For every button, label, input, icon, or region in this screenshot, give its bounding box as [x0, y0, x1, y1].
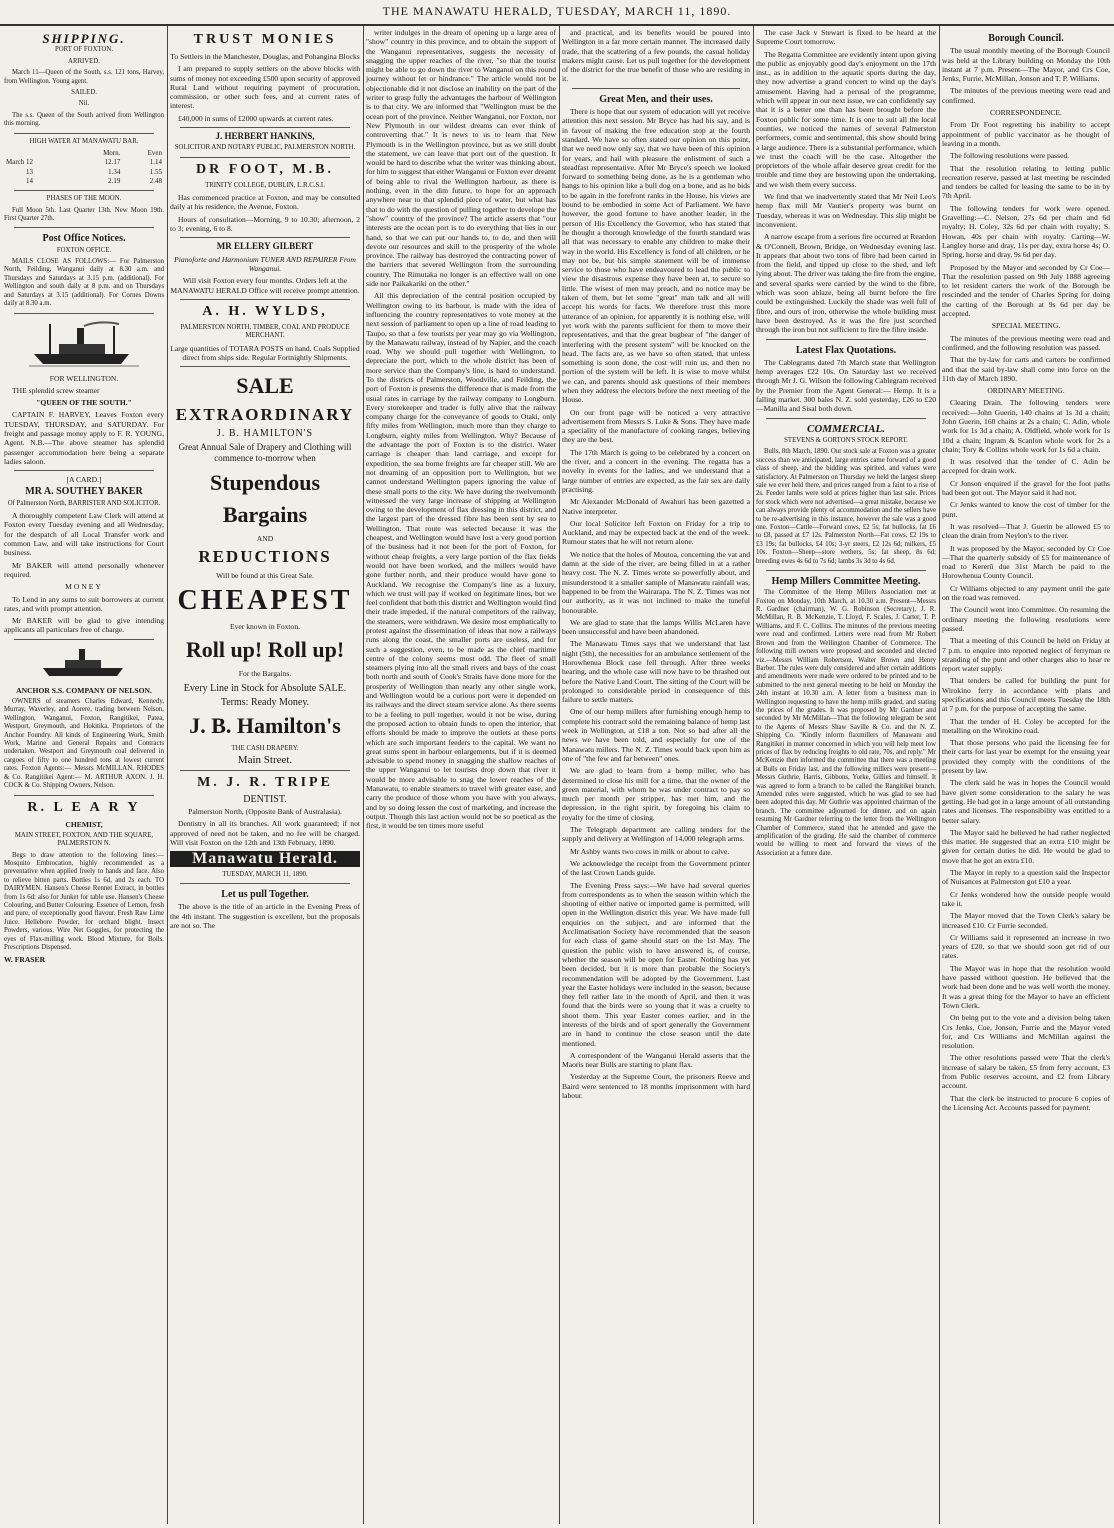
terms-text: Terms: Ready Money.	[220, 696, 310, 708]
divider	[180, 770, 350, 771]
tide-cell: 2.48	[149, 176, 162, 185]
column-rule	[753, 26, 754, 1524]
leary-text: Begs to draw attention to the following lines:— Mosquito Embrocation, highly recommended as a preventative when applied freely to hands and face. Also to relieve bitten parts. Bottles 1s 6d, and 2s each. TO DAIRYMEN. Hansen's Cheese Rennet Extract, in bottles from 1s 6d: also for Junket for table use. Hansen's Cheese Colouring, and Butter Colouring. Essence of Lemon, fresh and pure, of exceptionally good flavour. Fresh Raw Lime Juice. Hellebore Powder, for orchard blight. Insect Powders, various. Wire Net Goggles, for protecting the eyes of Flax-milling work. Blood Mixture, for Boils. Prescriptions Dispensed.	[4, 851, 164, 952]
divider	[180, 157, 350, 158]
news-item: We are glad to state that the lamps Willis McLaren have been unsuccessful and have been abandoned.	[562, 617, 750, 637]
hamilton-sale-name: J. B. HAMILTON'S	[216, 428, 314, 440]
council-paragraph: It was resolved—That J. Guerin be allowed £5 to clean the drain from Neylon's to the river.	[942, 521, 1110, 541]
column-rule	[939, 26, 940, 1524]
trust-text-2: £40,000 in sums of £2000 upwards at current rates.	[178, 113, 334, 123]
news-item: One of our hemp millers after furnishing enough hemp to complete his contract sold the remaining balance of hemp last week in Wellington, at £18 a ton. Not so bad after all the news we have been told, and especially for one of the Manawatu millers. The N. Z. Times would back upon him as one of "the few and far between" ones.	[562, 707, 750, 763]
for-wellington: FOR WELLINGTON.	[49, 373, 119, 383]
divider	[766, 570, 926, 571]
tide-title: HIGH WATER AT MANAWATU BAR.	[29, 137, 139, 145]
council-paragraph: The clerk said he was in hopes the Council would have given some consideration to the salary he was getting. He had got in a large amount of all outstanding rates and licenses. The responsibility was entitled to a better salary.	[942, 778, 1110, 825]
council-paragraph: The other resolutions passed were That the clerk's increase of salary be taken, £5 from ferry account, £3 from Public reserves account, and £2 from Library account.	[942, 1053, 1110, 1091]
money-text-2: Mr BAKER will be glad to give intending applicants all particulars free of charge.	[4, 616, 164, 635]
news-item: We find that we inadvertently stated that Mr Neil Leo's hemp flax mill Mr Vautier's property was burnt on Tuesday, whereas it was on Wednesday. This slip might be inconvenient.	[756, 192, 936, 229]
moon-title: PHASES OF THE MOON.	[46, 195, 122, 203]
column-rule	[167, 26, 168, 1524]
tide-header-row	[4, 149, 164, 158]
tide-cell: 12.17	[104, 158, 121, 167]
council-paragraph: The Mayor moved that the Town Clerk's salary be increased £10. Cr Furrie seconded.	[942, 911, 1110, 930]
council-paragraph: Clearing Drain. The following tenders were received:—John Guerin, 140 chains at 1s 3d a chain; John Guerin, 160 chains at 2s a chain; C. Adin, whole work for 1s 3d a chain; A. Oldfield, whole work for 1s 10d a chain; Ingram & Scanlon whole work for 2s a chain; Tory & Collins whole work for 1s 6d a chain.	[942, 398, 1110, 454]
gilbert-text: Will visit Foxton every four months. Orders left at the MANAWATU HERALD Office will receive prompt attention.	[170, 276, 360, 295]
foot-name: DR FOOT, M.B.	[196, 161, 334, 177]
commercial-title: COMMERCIAL.	[807, 422, 885, 435]
herald-date: TUESDAY, MARCH 11, 1890.	[222, 870, 308, 878]
divider	[180, 366, 350, 367]
hemp-millers-text: The Committee of the Hemp Millers Association met at Foxton on Monday, 10th March, at 10.30 a.m. Present—Messrs R. Gardner (chairman), W. G. Robinson (Secretary), J. R. McMillan, R. B. McKenzie, T. Lloyd, F. Scales, J. Carter, T. P. Williams, and F. C. Collins. The minutes of the previous meeting were read and confirmed. Letters were read from Mr Robert Brown and from the Wellington Chamber of Commerce. The following mill owners were proposed and seconded and elected viz.—Messrs William Robertson, Walter Brown and Henry Barber. The rules were duly considered and after certain additions and amendments were made were ordered to be printed and to be submitted to the next general meeting to be held on Monday the 24th instant at 10.30 a.m. A letter from a business man in Wellington requesting to have the hemp mills graded, and stating the prices of the grades. It was proposed by Mr Gardner and seconded by Mr McMillan—That the following telegram be sent to the Agents of Messrs Shaw Saville & Co. and the N. Z. Shipping Co. "Kindly inform flaxmillers of Manawatu and Rangitikei in manner concerned in which you will help meet low prices of flax by reducing freights to old rate, 70s, and reply." Mr McKenzie then informed the committee that there was a meeting at Bulls on Friday last, and the following millers were present—Messrs Guthrie, Harris, Gibbons, Yorke, Gillies and himself. It was agreed to form a branch to be called the Rangitikei branch. Amended rules were suggested, which he was glad to see had been adopted this day. Mr Guthrie was appointed chairman of the branch. The committee adjourned for dinner, and on again resuming Mr Gardner referring to the letter from the Wellington Chamber of Commerce, stated that he attended and gave the amplification of the grading. He said the chamber of commerce would be willing to meet and forward the views of the Association at a future date.	[756, 589, 936, 857]
ordinary-meeting-heading: ORDINARY MEETING.	[987, 386, 1065, 396]
for-bargains-text: For the Bargains.	[238, 669, 292, 679]
divider	[766, 418, 926, 419]
tripe-sub: DENTIST.	[243, 793, 287, 805]
council-paragraph: The minutes of the previous meeting were read and confirmed.	[942, 86, 1110, 105]
wylds-sub: PALMERSTON NORTH, TIMBER, COAL AND PRODUCE MERCHANT.	[180, 323, 350, 340]
stupendous-heading: Stupendous	[209, 469, 321, 495]
tide-header-cell: Even	[147, 148, 162, 157]
tide-cell: 2.19	[108, 176, 121, 185]
tide-row	[4, 158, 164, 167]
column-4	[562, 28, 750, 1524]
council-paragraph: It was proposed by the Mayor, seconded by Cr Coe—That the quarterly subsidy of £5 for maintenance of road to Kererū due 31st March be paid to the Horowhenua County Council.	[942, 543, 1110, 581]
tide-row	[4, 168, 164, 177]
council-paragraph: The Mayor in reply to a question said the Inspector of Nuisances at Palmerston got £10 a year.	[942, 868, 1110, 887]
divider	[14, 313, 154, 314]
council-paragraph: That tenders be called for building the punt for Wirokino ferry in accordance with plans and specifications and this Council meets Tuesday the 18th at 7 p.m. for the purpose of accepting the same.	[942, 676, 1110, 714]
column-2	[170, 28, 360, 1524]
council-paragraph: The minutes of the previous meeting were read and confirmed, and the following resolution was passed.	[942, 333, 1110, 352]
tripe-name: M. J. R. TRIPE	[197, 774, 333, 790]
anchor-text: OWNERS of steamers Charles Edward, Kennedy, Murray, Waverley, and Aorere, trading between Nelson, Wellington, Wanganui, Foxton, Rangitikei, Patea, Westport, Greymouth, and Hokitika. Proprietors of the Anchor Foundry. All kinds of Engineering Work, Smith Work, Marine and General Repairs and Contracts undertaken. Westport and Greymouth coal delivered in cargoes of fifty to one hundred tons at lowest current rates. Foxton Agents:— Messrs McMILLAN, RHODES & Co. Rangitikei Agent:— M. ARTHUR AXON. J. H. COCK & Co. Shipping Owners, Nelson.	[4, 698, 164, 790]
council-paragraph: Proposed by the Mayor and seconded by Cr Coe—That the resolution passed on 9th July 1888 agreeing to let resident carters the work of the Borough be rescinded and the tender of Charles Spring for doing the carting of the Borough at 9s 6d per day be accepted.	[942, 262, 1110, 319]
council-paragraph: The Mayor said he believed he had rather neglected this matter. He suggested that an extra £10 might be given for certain duties he did. He would be glad to move that he got an extra £10.	[942, 827, 1110, 865]
council-paragraph: The following resolutions were passed.	[950, 151, 1070, 161]
arrived-heading: ARRIVED.	[68, 57, 100, 65]
council-paragraph: It was resolved that the tender of C. Adin be accepted for drain work.	[942, 457, 1110, 476]
council-paragraph: On being put to the vote and a division being taken Crs Jenks, Coe, Jonson, Furrie and the Mayor voted for, and Crs Williams and McMillan against the resolution.	[942, 1013, 1110, 1051]
correspondence-heading: CORRESPONDENCE.	[990, 108, 1062, 118]
cash-drapery-text: THE CASH DRAPERY.	[231, 745, 299, 753]
news-item: We notice that the holes of Moutoa, concerning the vat and damn at the side of the river, are being filled in at a rather heavy cost. The N. Z. Times wrote so powerfully about, and misunderstood it a smaller sample of Manawatu rainfall was, happened to be from the Wairarapa. The N. Z. Times was not our authority, as it was not inclined to make the tuneful honourable.	[562, 549, 750, 615]
column-1	[4, 28, 164, 1524]
tide-row	[4, 177, 164, 186]
leader-text: The above is the title of an article in the Evening Press of the 4th instant. The suggestion is excellent, but the proposals are not so. The	[170, 902, 360, 930]
trust-text: I am prepared to supply settlers on the above blocks with sums of money not exceeding £500 upon security of approved Rural Land without requiring payment of procuration, commission, or other such fees, and at current rates of interest.	[170, 64, 360, 111]
divider	[180, 883, 350, 884]
card-label: [A CARD.]	[66, 475, 102, 485]
news-item: The Regatta Committee are evidently intent upon giving the public as enjoyably good day's enjoyment on the 17th inst., as in addition to the aquatic sports during the day, they now advertise a grand concert to wind up the day's amusement. Having had a perusal of the programme, which will appear in our next issue, we can confidently say that it is a better one than has been brought before the Foxton public for some time. It is one to suit all the local counties, we noticed the names of several Palmerston performers, comic and sentimental, this show should bring a large audience. There is a substantial performance, which we trust the coach will be the case. Altogether the proprietors of the whole affair deserve great credit for the trouble and time they are bestowing upon the undertaking, and we wish them every success.	[756, 49, 936, 189]
steamer-icon	[29, 320, 139, 368]
column-6	[942, 28, 1110, 1524]
article-paragraph: and practical, and its benefits would be poured into Wellington in a far more certain manner. The increased daily trade, that the scattering of a few pounds, the casual holiday makers might cause. Let us pull together for the development of the district for the true benefit of those who are residing in it.	[562, 28, 750, 84]
divider	[14, 470, 154, 471]
council-paragraph: Cr Jenks wanted to know the cost of timber for the punt.	[942, 500, 1110, 519]
divider	[572, 88, 740, 89]
council-paragraph: The usual monthly meeting of the Borough Council was held at the Library building on Monday the 10th instant at 7 p.m. Present—The Mayor, and Crs Coe, Jenks, Furrie, McMillan, Jonson and T. P. Williams.	[942, 46, 1110, 84]
divider	[14, 227, 154, 228]
foot-hours: Hours of consultation—Morning, 9 to 10.30; afternoon, 2 to 3; evening, 6 to 8.	[170, 214, 360, 234]
news-item: The Telegraph department are calling tenders for the supply and delivery at Wellington of 14,000 telegraph arms.	[562, 825, 750, 844]
great-men-title: Great Men, and their uses.	[599, 93, 713, 105]
anchor-ship-icon	[39, 646, 129, 680]
cheapest-heading: CHEAPEST	[177, 585, 353, 617]
expected-text: The s.s. Queen of the South arrived from Wellington this morning.	[4, 111, 164, 128]
news-item: The 17th March is going to be celebrated by a concert on the river, and a concert in the evening. The regatta has a novelty in events for the ladies, and we understand that a large number of entries are expected, as the fair sex are daily practising.	[562, 447, 750, 494]
column-5	[756, 28, 936, 1524]
hankins-name: J. HERBERT HANKINS,	[215, 131, 315, 142]
will-be-found-text: Will be found at this Great Sale.	[216, 570, 314, 580]
hemp-millers-title: Hemp Millers Committee Meeting.	[771, 575, 921, 587]
article-paragraph: All this depreciation of the central position occupied by Wellington owing to its harbour, is made with the idea of influencing the country representatives to vote money at the next session of parliament to open up a line of road leading to Taupo, so that a few tourists per year may go via Wellington, by the Manawatu railway, instead of by Napier, and the coach road. Why we should pull together with Wellington, to depreciate the port, which to the whole district has been of more service than the Company's line, is hard to understand. To the districts of Palmerston, Woodville, and Feilding, the port of Foxton is presents the difference that is made from the usual rates in carriage by the railway company to Longburn. Every storekeeper and trader is fully alive that the railway company charge for the conveyance of goods to Otaki, only fifty miles from Wellington, much more than they charge to Longburn, eighty miles from Wellington. Why? Because of the advantage the port of Foxton is to the district. Water carriage is cheaper than land carriage, and except for expedition, the sea borne freights are far cheaper still. We are not dreaming of an opposition port to Wellington, but we cannot understand Wellington papers ignoring the value of these small ports to the city. We have during the twelvemonth witnessed the very large increase of shipping at Wellington owing to the development of flax dressing in this district, and the largest part of the dressed fibre has been sent by sea to Wellington. That route was selected because it was the cheapest, and Wellington would have lost a very good portion of the business had it not been for the port of Foxton, for without cheap freights, a very large portion of the flax fields would not have been worked, and the millers would have gone further north, and their produce would have gone to Auckland. We recognise the Company's line as a luxury, which we trust will pay if worked on legitimate lines, but we feel confident that both this district and Wellington would find their trade impeded, if the natural competitors of the railway, the steamers, were withdrawn. We desire most emphatically to protest against the dissemination of ideas that now a railways runs along the coast, the smaller ports are useless, and for such a suggestion, even, to be made as the chief maritime centre of the colony seems most odd. The fleet of small steamers plying into all the small rivers and bays of the coast both north and south of Cook's Straits have done more for the prosperity of Wellington than nearly any other single work, and Wellington would be a curious port were it depended on its railways and the direct steam service alone. As there seems to be a feeling to pull together, would it not be wise, during the proposed action to obtain funds to open the interior, that efforts should be made to improve the outlets at these ports which are such important feeders to the capital. We want no great sums spent in harbour enlargements, but if it is deemed advisable to spend money in snagging the shallow reaches of the upper Wanganui to let tourists drop down that river it would be more advisable to snag the lower reaches of the Manawatu, to enable steamers to travel with greater ease, and carry the produce of those whom you have with you always, and by so doing lessen the cost of marketing, and increase the output. Though this last action would not be so poetical as the first, it would be ten times more useful	[366, 291, 556, 831]
wylds-text: Large quantities of TOTARA POSTS on hand. Coals Supplied direct from ships side. Regular Fortnightly Shipments.	[170, 343, 360, 362]
news-item: We are glad to learn from a hemp miller, who has determined to close his mill for a time, that the owner of the green material, with whom he was under contract to pay so much per month per stripper, has met him, and the depression, in the right spirit, by foregoing his claim to royalty for the time of closing.	[562, 766, 750, 822]
council-paragraph: That those persons who paid the licensing fee for their carts for last year be exempt for the ensuing year provided they comply with the conditions of the present by law.	[942, 738, 1110, 776]
herald-title: Manawatu Herald.	[170, 851, 360, 866]
trust-sub: To Settlers in the Manchester, Douglas, and Pohangina Blocks	[170, 52, 360, 61]
port-heading: PORT OF FOXTON.	[54, 46, 114, 54]
money-text: To Lend in any sums to suit borrowers at current rates, and with prompt attention.	[4, 594, 164, 613]
baker-text: A thoroughly competent Law Clerk will attend at Foxton every Tuesday evening and all Wednesday, for the despatch of all Local Transfer work and common Law, and will take instructions for Court business.	[4, 511, 164, 558]
council-paragraph: Cr Jonson enquired if the gravel for the foot paths had been got out. The Mayor said it had not.	[942, 478, 1110, 498]
sale-heading: SALE	[236, 373, 294, 399]
gilbert-name: MR ELLERY GILBERT	[216, 241, 314, 252]
leary-address: MAIN STREET, FOXTON, AND THE SQUARE, PALMERSTON N.	[14, 831, 154, 848]
divider	[180, 237, 350, 238]
post-office-title: Post Office Notices.	[42, 233, 126, 245]
news-item: A correspondent of the Wanganui Herald asserts that the Maoris near Bulls are starting to plant flax.	[562, 1050, 750, 1070]
hankins-sub: SOLICITOR AND NOTARY PUBLIC, PALMERSTON NORTH.	[174, 144, 356, 152]
council-paragraph: Cr Jenks wondered how the outside people would take it.	[942, 889, 1110, 908]
baker-sub: Of Palmerston North, BARRISTER AND SOLICITOR.	[7, 499, 161, 507]
article-paragraph: There is hope that our system of education will yet receive attention this next session. Mr Bryce has had his say, and is in favour of making the free education stop at the fourth standard. We have so often stated our opinion on this point, that we need now only say, that we have been of this opinion for years, and hail with pleasure the enlistment of such a steadfast representative. After Mr Bryce's speech we looked forward to something being done, as he is a gentleman who hangs to his opinion like a bull dog on a bone, and as he bids to be again in the forefront ranks in the House, his views are bound to be embodied in some Act of Parliament. We have however, the good fortune to have another leader, in the person of His Excellency the Governor, who has stated that he thought a thorough knowledge of the fourth standard was all that was necessary to enable any children to make their way in the world. His Excellency is fond of all children, or he may not be, but his simple statement will be of immense service to those who have endeavoured to lead the public to view the disastrous expense they have been at, to secure so little. The wisest of men may preach, and no notice may be taken of them, but let some "great" man talk and all will accept his words for facts. We therefore trust this more utterance of an opinion, for apparently it is nothing else, will yet work with the parents sufficient for them to move their representatives, and that the great bugbear of "the danger of interfering with the present system" will be knocked on the head. The facts are, as we have so often stated, that unless something is soon done, the cost will ruin us, and then no portion of the system will be left. It is wise to move whilst we can, and parents should ask questions of their members when they address the electors before the next meeting of the House.	[562, 107, 750, 405]
flax-quotations-text: The Cablegrams dated 7th March state that Wellington hemp averages £22 10s. On Saturday last we received through Mr J. G. Wilson the following Cablegram received by the Premier from the Agent General:— Hemp. It is a falling market. 300 bales N. Z. sold yesterday, £26 to £20—Manilla and Sisal both down.	[756, 357, 936, 414]
borough-council-title: Borough Council.	[988, 33, 1064, 44]
leader-title: Let us pull Together.	[221, 888, 309, 900]
council-paragraph: The Council went into Committee. On resuming the ordinary meeting the following resolutions were passed.	[942, 605, 1110, 633]
bargains-heading: Bargains	[222, 501, 308, 527]
divider	[766, 339, 926, 340]
masthead: THE MANAWATU HERALD, TUESDAY, MARCH 11, 1890.	[0, 0, 1114, 26]
tide-cell: 1.55	[149, 167, 162, 176]
divider	[180, 299, 350, 300]
special-meeting-heading: SPECIAL MEETING.	[991, 321, 1061, 331]
flax-quotations-title: Latest Flax Quotations.	[795, 344, 897, 356]
steamer-name: "QUEEN OF THE SOUTH."	[36, 398, 132, 408]
column-rule	[559, 26, 560, 1524]
column-3	[366, 28, 556, 1524]
tide-table	[4, 149, 164, 186]
news-item: Mr Ashby wants two cows in milk or about to calve.	[570, 846, 730, 856]
sailed-text: Nil.	[78, 100, 90, 108]
news-item: Yesterday at the Supreme Court, the prisoners Reeve and Baird were sentenced to 18 months imprisonment with hard labour.	[562, 1072, 750, 1101]
tide-cell: 1.14	[149, 158, 162, 167]
divider	[14, 639, 154, 640]
news-item: On our front page will be noticed a very attractive advertisement from Messrs S. Luke & Sons. They have made a speciality of the manufacture of cooking ranges, believing they are the best.	[562, 407, 750, 445]
foot-sub: TRINITY COLLEGE, DUBLIN, L.R.C.S.I.	[205, 181, 325, 189]
ever-known-text: Ever known in Foxton.	[229, 622, 301, 632]
council-paragraph: That the clerk be instructed to procure 6 copies of the Licensing Act. Accounts passed for payment.	[942, 1093, 1110, 1112]
extraordinary-heading: EXTRAORDINARY	[175, 405, 355, 425]
council-paragraph: Cr Williams objected to any payment until the gate on the road was removed.	[942, 583, 1110, 603]
shipping-title: SHIPPING.	[42, 31, 126, 46]
tripe-address: Palmerston North, (Opposite Bank of Australasia).	[188, 807, 342, 817]
reductions-heading: REDUCTIONS	[198, 546, 332, 566]
every-line-text: Every Line in Stock for Absolute SALE.	[183, 682, 347, 694]
tide-header-cell	[4, 149, 74, 158]
money-title: MONEY	[65, 582, 103, 592]
news-item: A narrow escape from a serious fire occurred at Reardon & O'Connell, Brown, Bridge, on Wednesday evening last. It appears that about two tons of fibre had been carted in from the field, and tipped up close to the shed, and left lying about. The driver was taking the fire from the engine, and several sparks were carried by the wind to the fibre, which was soon ablaze, being all burnt before the fire could be extinguished. Luckily the shade was well full of fibre, and ours of iron, otherwise the whole building must have been destroyed. As it was the fire just scorched through the iron but not sufficient to fire the fibre inside.	[756, 232, 936, 335]
news-item: The Manawatu Times says that we understand that last night (5th), the necessities for an ambulance settlement of the Horowhenua Block case fell through. After three weeks hearing, and the whole case will now have to be thrashed out before the Native Land Court. The sitting of the Court will be prolonged to considerable period in consequence of this failure to settle matters.	[562, 639, 750, 705]
tide-cell: 1.34	[108, 167, 121, 176]
council-paragraph: That the tender of H. Coley be accepted for the metalling on the Wirokino road.	[942, 716, 1110, 735]
arrived-text: March 11—Queen of the South, s.s. 121 tons, Harvey, from Wellington. Young agent.	[4, 69, 164, 85]
tide-header-cell: Morn.	[103, 148, 121, 157]
roll-up-heading: Roll up! Roll up!	[185, 637, 345, 663]
and-text: AND	[256, 533, 274, 543]
trust-title: TRUST MONIES	[193, 32, 337, 47]
wylds-name: A. H. WYLDS,	[202, 303, 328, 319]
stock-report-text: Bulls, 8th March, 1890. Our stock sale at Foxton was a greater success than we anticipated, large entries came forward of a good class of sheep, and the bidding was spirited, and values were satisfactory. At Palmerston on Thursday we held the largest sheep sale we ever held there, and prices ranged from a faint to a rise of 2s. Feeder lambs were sold at prices higher than last sale. Prices for stock which were not advertised—a great mistake, because we can always provide plenty of accommodation and the sellers have to be re-advertising in this instance, however the sale was a good one. Foxton—Cattle—Forward cows, £2 5s; fat bullocks, fat £6 to £8, passed at £7 12s. Palmerston North—Fat cows, £2 19s to £3 19s; fat bullocks, £4 10s; 3-yr steers, £2 12s 6d; milkers, £5 10s. Foxton—Sheep—store wethers, 5s; fat sheep, 8s 6d; breeding ewes 4s 6d to 7s 6d; lambs 3s 3d to 4s 6d.	[756, 448, 936, 565]
news-item: We acknowledge the receipt from the Government printer of the last Crown Lands guide.	[562, 858, 750, 878]
fraser-name: W. FRASER	[4, 955, 46, 965]
council-paragraph: That the resolution relating to letting public recreation reserve, passed at last meeting be rescinded and tenders be called for leasing the same to be in by 7th April.	[942, 163, 1110, 201]
council-paragraph: That a meeting of this Council be held on Friday at 7 p.m. to enquire into reported neglect of ferryman re stranding of the punt and other charges also to hear re report water supply.	[942, 636, 1110, 674]
main-street-text: Main Street.	[237, 754, 293, 767]
hamilton-heading: J. B. Hamilton's	[189, 713, 341, 739]
council-paragraph: Cr Williams said it represented an increase in two years of £20, so that we should soon get rid of our rates.	[942, 932, 1110, 961]
moon-text: Full Moon 5th. Last Quarter 13th. New Moon 19th. First Quarter 27th.	[4, 206, 164, 222]
foot-text: Has commenced practice at Foxton, and may be consulted daily at his residence, the Avenue, Foxton.	[170, 193, 360, 212]
council-paragraph: From Dr Foot regretting his inability to accept appointment of public vaccinator as he thought of leaving in a month.	[942, 120, 1110, 148]
divider	[14, 190, 154, 191]
news-item: Our local Solicitor left Foxton on Friday for a trip to Auckland, and may be expected back at the end of the week. Rumour states that he will not return alone.	[562, 518, 750, 547]
tide-cell: March 12	[6, 158, 34, 167]
steamer-text: THE splendid screw steamer	[12, 385, 100, 395]
tide-cell: 13	[26, 167, 33, 176]
tide-cell: 14	[26, 176, 33, 185]
council-paragraph: That the by-law for carts and carters be confirmed and that the said by-law shall come into force on the 11th day of March 1890.	[942, 355, 1110, 383]
anchor-title: ANCHOR S.S. COMPANY OF NELSON.	[16, 685, 152, 695]
gilbert-sub: Pianoforte and Harmonium TUNER AND REPAIRER From Wanganui.	[174, 254, 356, 273]
article-paragraph: writer indulges in the dream of opening up a large area of "show" country in this province, and to obtain the support of the Wanganui representatives, suggests the necessity of snagging the upper reaches of the river, "so that the tourist might be able to go down the river to Wanganui on this round journey without let or hindrance." The article would not be objectionable did it not disclose an inability on the part of the writer to grasp fully the advantages the harbour of Wellington is to that city. We are informed that "Wellington must be the ocean port of the province. Neither Wanganui, nor Foxton, nor New Plymouth in our wildest dreams can ever think of controverting that." It is news to us to learn that New Plymouth is in the Wellington province, but as we still doubt the statement, we can leave that port out of the question. It would be hard to describe what the writer was thinking about, for him to suggest that either Wanganui or Foxton ever dreamt of being able to rival the Wellington harbour, as there is nothing, even in the dim future, to hope for an approach anywhere near to that splendid piece of water, but what has that to do with the question of pulling together to develope the "show" country of the province? The article asserts that "our interests are the ocean port is to do everything that lies in our hand, so that we can put our hands to, to do, and then will devote our resources and skill to the prosperity of the whole province. The railway has destroyed the contracting power of the barriers that severed Wellington from the surrounding country. The Rimutaka no longer is an effective wall on one side nor Paikakariki on the other."	[366, 28, 556, 289]
baker-text-2: Mr BAKER will attend personally whenever required.	[4, 560, 164, 579]
great-annual-text: Great Annual Sale of Drapery and Clothing will commence to-morrow when	[178, 441, 352, 463]
council-paragraph: The Mayor was in hope that the resolution would have passed without question. He believed that the work had been done and he was well worth the money. It was a great thing for the Mayor to have an efficient Town Clerk.	[942, 963, 1110, 1010]
news-item: The Evening Press says:—We have had several queries from correspondents as to when the season within which the shooting of either native or imported game is permitted, will open in the Wellington district this year. We have made full enquiries on the subject, and are informed that the Acclimatisation Society have recommended that the season for each class of game should start on the 1st May. The question the public wish to have answered is, of course, whether the season will be open for Easter. Nothing has yet been decided, but it is more than probable the Society's recommendation will be adopted by the Government. Last year the Easter holidays were included in the season, because they fell rather late in the month of April, and then it was found that the birds were so young that it was a cruelty to shoot them. This year Easter comes earlier, and in the interests of the birds and of sport generally the Government are in hand to continue the close season until the date mentioned.	[562, 880, 750, 1048]
divider	[14, 795, 154, 796]
leary-name: R. L E A R Y	[27, 799, 141, 815]
news-item: The case Jack v Stewart is fixed to be heard at the Supreme Court tomorrow.	[756, 28, 936, 47]
leary-sub: CHEMIST,	[65, 819, 103, 829]
baker-name: MR A. SOUTHEY BAKER	[25, 486, 143, 498]
steamer-body: CAPTAIN F. HARVEY, Leaves Foxton every TUESDAY, THURSDAY, and SATURDAY. For freight and passage money apply to F. R. YOUNG, Agent. N.B.—The above steamer has splendid passenger accommodation here being a separate ladies saloon.	[4, 410, 164, 466]
tripe-text: Dentistry in all its branches. All work guaranteed; if not approved of need not be taken, and no fee will be charged. Will visit Foxton on the 12th and 13th February, 1890.	[170, 819, 360, 847]
post-office-text: MAILS CLOSE AS FOLLOWS:— For Palmerston North, Feilding, Wanganui daily at 8.30 a.m. and Thursdays and Saturdays at 3.15 p.m. (additional). For Wellington and south daily at 8 p.m. and on Thursdays and Saturdays at 3.15 (additional). For Cornes Downs daily at 8.30 a.m.	[4, 258, 164, 308]
column-rule	[363, 26, 364, 1524]
post-office-sub: FOXTON OFFICE.	[56, 246, 112, 254]
divider	[180, 127, 350, 128]
news-item: Mr Alexander McDonald of Awahuri has been gazetted a Native interpreter.	[562, 497, 750, 516]
divider	[14, 133, 154, 134]
council-paragraph: The following tenders for work were opened. Gravelling:—C. Nelson, 27s 6d per chain and 6d royalty; H. Coley, 32s 6d per chain with royalty; S. Howan, 40s per chain with royalty. Carting—W. Langley horse and dray, 11s per day, extra horse 4s; O. Spring, horse and dray, 9s 6d per day.	[942, 203, 1110, 260]
stock-report-title: STEVENS & GORTON'S STOCK REPORT.	[784, 436, 908, 444]
sailed-heading: SAILED.	[71, 88, 97, 96]
